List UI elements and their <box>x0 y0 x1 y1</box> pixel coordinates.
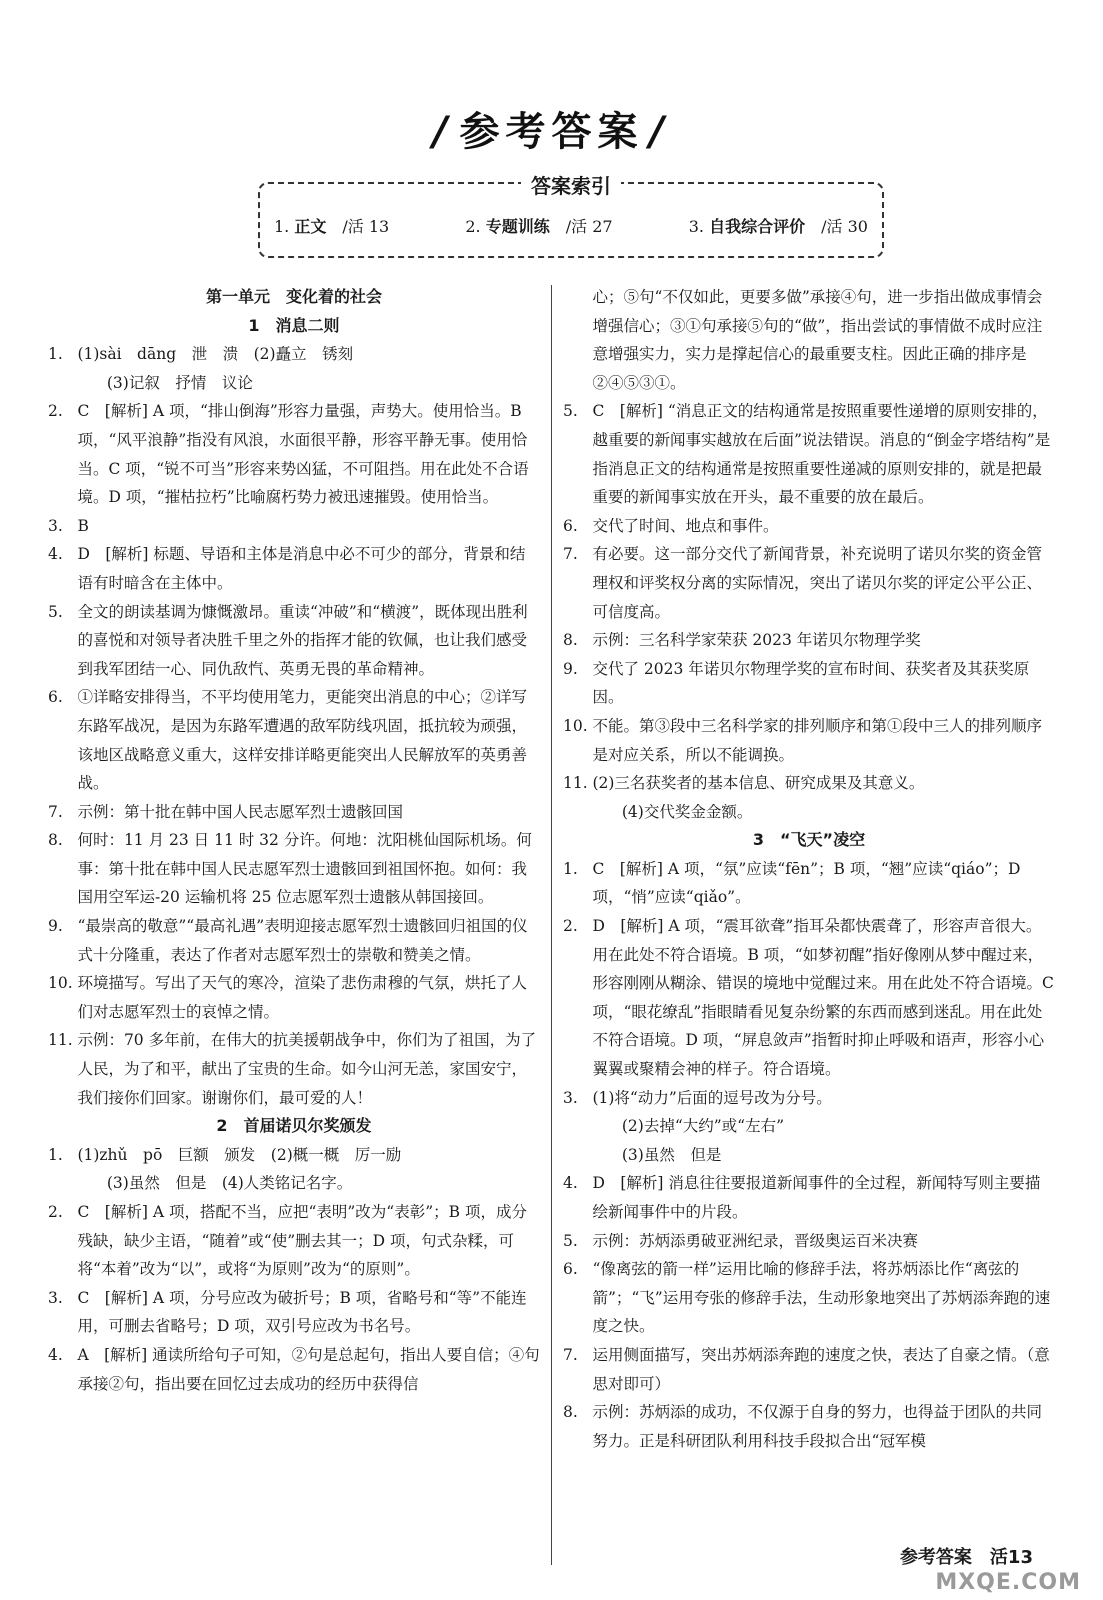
watermark: MXQE.COM <box>935 1570 1081 1595</box>
answer-text: C [解析] A 项，“氛”应读“fēn”；B 项，“翘”应读“qiáo”；D 项，“悄”应读“qiǎo”。 <box>592 859 1021 907</box>
answer-text: (2)三名获奖者的基本信息、研究成果及其意义。 <box>592 774 925 793</box>
answer-text: 示例：三名科学家荣获 2023 年诺贝尔物理学奖 <box>592 631 921 650</box>
column-divider <box>551 285 552 1565</box>
answer-item <box>563 540 1055 626</box>
answer-text: 有必要。这一部分交代了新闻背景，补充说明了诺贝尔奖的资金管理权和评奖权分离的实际情况，突出了诺贝尔奖的评定公平公正、可信度高。 <box>592 545 1042 621</box>
answer-number: 4. <box>48 1345 63 1364</box>
index-item-2: 2. 专题训练 /活 27 <box>465 217 613 236</box>
answer-number: 3. <box>563 1088 578 1107</box>
answer-number: 9. <box>48 917 63 936</box>
answer-item <box>563 655 1055 712</box>
answer-text: C [解析] A 项，搭配不当，应把“表明”改为“表彰”；B 项，成分残缺，缺少主语，“随着”或“使”删去其一；D 项，句式杂糅，可将“本着”改为“以”，或将“为原则”改为“的原则”。 <box>77 1203 527 1279</box>
answer-number: 9. <box>563 659 578 678</box>
answer-item <box>48 826 540 912</box>
answer-item <box>48 1026 540 1112</box>
answer-item <box>48 598 540 684</box>
answer-number: 1. <box>48 345 63 364</box>
answer-item <box>563 512 1055 541</box>
answer-number: 2. <box>48 1203 63 1221</box>
answer-text: (1)sài dāng 泄 溃 (2)矗立 锈刻 <box>77 345 354 364</box>
answer-number: 4. <box>48 545 63 564</box>
answer-item <box>48 1198 540 1284</box>
answer-text: ①详略安排得当，不平均使用笔力，更能突出消息的中心；②详写东路军战况，是因为东路军遭遇的敌军防线巩固，抵抗较为顽强，该地区战略意义重大，这样安排详略更能突出人民解放军的英勇善战。 <box>77 688 527 793</box>
answer-text: 交代了时间、地点和事件。 <box>592 516 779 535</box>
answer-number: 7. <box>563 545 578 564</box>
answer-text: (1)zhǔ pō 巨额 颁发 (2)概一概 厉一励 <box>77 1145 402 1164</box>
answer-text: 何时：11 月 23 日 11 时 32 分许。何地：沈阳桃仙国际机场。何事：第十批在韩中国人民志愿军烈士遗骸回到祖国怀抱。如何：我国用空军运-20 运输机将 25 位志愿军烈士遗骸从韩国接回。 <box>77 831 532 907</box>
answer-number: 4. <box>563 1174 578 1193</box>
lesson-3-answers <box>563 855 1055 1455</box>
answer-text: A [解析] 通读所给句子可知，②句是总起句，指出人要自信；④句承接②句，指出要在回忆过去成功的经历中获得信 <box>77 1345 540 1393</box>
index-item-3: 3. 自我综合评价 /活 30 <box>688 217 868 236</box>
answer-number: 1. <box>48 1145 63 1164</box>
answer-item <box>563 626 1055 655</box>
answer-item <box>563 855 1055 912</box>
answer-number: 6. <box>563 1260 578 1279</box>
answer-item <box>48 540 540 597</box>
answer-text: 不能。第③段中三名科学家的排列顺序和第①段中三人的排列顺序是对应关系，所以不能调换。 <box>592 716 1042 764</box>
answer-number: 11. <box>563 774 588 793</box>
answer-text: 示例：第十批在韩中国人民志愿军烈士遗骸回国 <box>77 802 403 821</box>
left-column <box>48 283 540 1398</box>
answer-continuation: (2)去掉“大约”或“左右” <box>621 1117 785 1136</box>
answer-number: 7. <box>563 1345 578 1364</box>
right-column <box>563 283 1055 1455</box>
lesson-1-heading: 1 消息二则 <box>248 315 340 335</box>
answer-text: 运用侧面描写，突出苏炳添奔跑的速度之快，表达了自豪之情。（意思对即可） <box>592 1345 1050 1393</box>
answer-number: 8. <box>563 631 578 650</box>
answer-index-items <box>274 214 868 237</box>
answer-number: 3. <box>48 516 63 535</box>
answer-number: 5. <box>563 402 578 421</box>
answer-text: 示例：苏炳添的成功，不仅源于自身的努力，也得益于团队的共同努力。正是科研团队利用科技手段拟合出“冠军模 <box>592 1403 1042 1450</box>
answer-item <box>48 683 540 797</box>
answer-item <box>48 1141 540 1198</box>
lesson-2-heading: 2 首届诺贝尔奖颁发 <box>216 1116 372 1136</box>
answer-item <box>48 798 540 827</box>
answer-number: 2. <box>563 917 578 936</box>
lesson-1-answers <box>48 340 540 1112</box>
page-title-text: 参考答案 <box>459 109 644 155</box>
answer-text: D [解析] A 项，“震耳欲聋”指耳朵都快震聋了，形容声音很大。用在此处不符合语境。B 项，“如梦初醒”指好像刚从梦中醒过来，形容刚刚从糊涂、错误的境地中觉醒过来。用在此处不符合语境。C 项，“眼花缭乱”指眼睛看见复杂纷繁的东西而感到迷乱。用在此处不符合语境。D 项，“屏息敛声”指暂时抑止呼吸和语声，形容小心翼翼或聚精会神的样子。符合语境。 <box>592 917 1054 1079</box>
answer-item <box>563 912 1055 1084</box>
answer-text: B <box>77 516 89 535</box>
answer-number: 6. <box>48 688 63 707</box>
answer-item <box>48 340 540 397</box>
answer-number: 10. <box>48 974 73 993</box>
answer-item <box>563 1084 1055 1170</box>
answer-text: 环境描写。写出了天气的寒冷，渲染了悲伤肃穆的气氛，烘托了人们对志愿军烈士的哀悼之情。 <box>77 974 527 1021</box>
answer-item <box>563 769 1055 826</box>
answer-item <box>48 969 540 1026</box>
answer-number: 8. <box>48 831 63 850</box>
lesson-2-answers-cont <box>563 283 1055 826</box>
answer-item <box>563 1255 1055 1341</box>
answer-item <box>563 1227 1055 1256</box>
page-footer: 参考答案 活13 <box>899 1547 1033 1568</box>
answer-text: “最崇高的敬意”“最高礼遇”表明迎接志愿军烈士遗骸回归祖国的仪式十分隆重，表达了作者对志愿军烈士的崇敬和赞美之情。 <box>77 917 528 964</box>
answer-text: 示例：70 多年前，在伟大的抗美援朝战争中，你们为了祖国，为了人民，为了和平，献出了宝贵的生命。如今山河无恙，家国安宁，我们接你们回家。谢谢你们，最可爱的人！ <box>77 1031 537 1107</box>
answer-item <box>563 397 1055 511</box>
answer-item <box>563 712 1055 769</box>
answer-text: 交代了 2023 年诺贝尔物理学奖的宣布时间、获奖者及其获奖原因。 <box>592 659 1030 707</box>
answer-continuation: (4)交代奖金金额。 <box>621 802 753 821</box>
answer-number: 10. <box>563 716 588 735</box>
answer-number: 2. <box>48 402 63 421</box>
answer-index-box <box>258 174 884 258</box>
lesson-2-answers <box>48 1141 540 1398</box>
answer-item <box>48 512 540 541</box>
answer-number: 1. <box>563 859 578 878</box>
answer-text: D [解析] 标题、导语和主体是消息中必不可少的部分，背景和结语有时暗含在主体中。 <box>77 545 526 592</box>
unit-heading: 第一单元 变化着的社会 <box>205 287 382 306</box>
answer-text: C [解析] “消息正文的结构通常是按照重要性递增的原则安排的，越重要的新闻事实越放在后面”说法错误。消息的“倒金字塔结构”是指消息正文的结构通常是按照重要性递减的原则安排的，就是把最重要的新闻事实放在开头，最不重要的放在最后。 <box>592 402 1051 507</box>
answer-continuation: (3)记叙 抒情 议论 <box>106 373 253 392</box>
answer-text: C [解析] A 项，分号应改为破折号；B 项，省略号和“等”不能连用，可删去省略号；D 项，双引号应改为书名号。 <box>77 1288 527 1336</box>
answer-text: 心；⑤句“不仅如此，更要多做”承接④句，进一步指出做成事情会增强信心；③①句承接⑤句的“做”，指出尝试的事情做不成时应注意增强实力，实力是撑起信心的最重要支柱。因此正确的排序是②④⑤③①。 <box>592 288 1043 392</box>
answer-item <box>48 912 540 969</box>
answer-index-title: 答案索引 <box>521 170 621 199</box>
lesson-3-heading: 3 “飞天”凌空 <box>752 830 866 850</box>
answer-item <box>563 1169 1055 1226</box>
answer-number: 8. <box>563 1403 578 1422</box>
answer-text: C [解析] A 项，“排山倒海”形容力量强，声势大。使用恰当。B 项，“风平浪静”指没有风浪，水面很平静，形容平静无事。使用恰当。C 项，“锐不可当”形容来势凶猛，不可阻挡。用在此处不合语境。D 项，“摧枯拉朽”比喻腐朽势力被迅速摧毁。使用恰当。 <box>77 402 529 507</box>
answer-text: “像离弦的箭一样”运用比喻的修辞手法，将苏炳添比作“离弦的箭”；“飞”运用夸张的修辞手法，生动形象地突出了苏炳添奔跑的速度之快。 <box>592 1260 1051 1336</box>
answer-number: 3. <box>48 1288 63 1307</box>
answer-continuation: (3)虽然 但是 (4)人类铭记名字。 <box>106 1174 353 1193</box>
answer-item <box>48 397 540 511</box>
answer-number: 5. <box>48 602 63 621</box>
answer-item <box>48 1284 540 1341</box>
answer-item <box>48 1341 540 1398</box>
answer-text: (1)将“动力”后面的逗号改为分号。 <box>592 1088 832 1107</box>
answer-text: D [解析] 消息往往要报道新闻事件的全过程，新闻特写则主要描绘新闻事件中的片段。 <box>592 1174 1041 1221</box>
answer-text: 示例：苏炳添勇破亚洲纪录，晋级奥运百米决赛 <box>592 1231 918 1250</box>
answer-item <box>563 1341 1055 1398</box>
answer-item <box>563 1398 1055 1455</box>
answer-text: 全文的朗读基调为慷慨激昂。重读“冲破”和“横渡”，既体现出胜利的喜悦和对领导者决胜千里之外的指挥才能的钦佩，也让我们感受到我军团结一心、同仇敌忾、英勇无畏的革命精神。 <box>77 602 528 678</box>
answer-number: 7. <box>48 802 63 821</box>
answer-continuation: (3)虽然 但是 <box>621 1145 722 1164</box>
index-item-1: 1. 正文 /活 13 <box>274 217 390 236</box>
answer-number: 11. <box>48 1031 73 1050</box>
answer-number: 5. <box>563 1231 578 1250</box>
answer-number: 6. <box>563 516 578 535</box>
page-title: / 参考答案 / <box>432 109 671 155</box>
answer-item <box>563 283 1055 397</box>
